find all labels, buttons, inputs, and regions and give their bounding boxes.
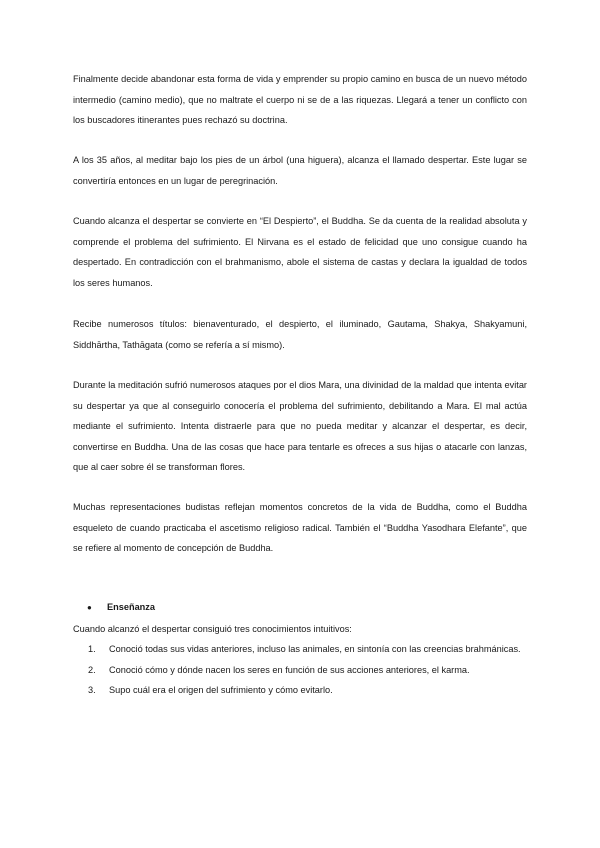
list-item (88, 639, 527, 660)
list-item-number: 2. (88, 664, 96, 675)
paragraph-camino-medio: Finalmente decide abandonar esta forma de vida y emprender su propio camino en busca de un nuevo método intermedio (camino medio), que no maltrate el cuerpo ni se de a las riquezas. Llegará a tener un conflicto con los buscadores itinerantes pues rechazó su doctrina. (73, 74, 527, 126)
list-item (88, 680, 527, 701)
list-item-text: Conoció cómo y dónde nacen los seres en función de sus acciones anteriores, el karma. (109, 664, 470, 675)
section-heading (87, 597, 155, 618)
list-item-text: Supo cuál era el origen del sufrimiento y cómo evitarlo. (109, 685, 333, 696)
paragraph-el-despierto: Cuando alcanza el despertar se convierte en “El Despierto”, el Buddha. Se da cuenta de la realidad absoluta y comprende el problema del sufrimiento. El Nirvana es el estado de felicidad que uno consigue cuando ha despertado. En contradicción con el brahmanismo, abole el sistema de castas y declara la igualdad de todos los seres humanos. (73, 216, 527, 288)
knowledge-list (88, 639, 527, 701)
section-intro: Cuando alcanzó el despertar consiguió tres conocimientos intuitivos: (73, 624, 352, 634)
list-item-number: 3. (88, 685, 96, 696)
paragraph-mara: Durante la meditación sufrió numerosos ataques por el dios Mara, una divinidad de la maldad que intenta evitar su despertar ya que al conseguirlo conocería el problema del sufrimiento, debilitando a Mara. El mal actúa mediante el sufrimiento. Intenta distraerle para que no pueda meditar y alcanzar el despertar, es decir, convertirse en Buddha. Una de las cosas que hace para tentarle es ofreces a sus hijas o atacarle con lanzas, que al caer sobre él se transforman flores. (73, 380, 527, 473)
list-item-number: 1. (88, 644, 96, 654)
bullet-icon: ● (87, 603, 92, 612)
list-item (88, 660, 527, 681)
paragraph-titulos: Recibe numerosos títulos: bienaventurado, el despierto, el iluminado, Gautama, Shakya, Shakyamuni, Siddhārtha, Tathāgata (como se refería a sí mismo). (73, 319, 527, 350)
paragraph-representaciones: Muchas representaciones budistas reflejan momentos concretos de la vida de Buddha, como el Buddha esqueleto de cuando practicaba el ascetismo religioso radical. También el “Buddha Yasodhara Elefante”, que se refiere al momento de concepción de Buddha. (73, 502, 527, 554)
list-item-text: Conoció todas sus vidas anteriores, incluso las animales, en sintonía con las creencias brahmánicas. (109, 644, 521, 654)
paragraph-despertar: A los 35 años, al meditar bajo los pies de un árbol (una higuera), alcanza el llamado despertar. Este lugar se convertiría entonces en un lugar de peregrinación. (73, 155, 527, 186)
section-heading-text: Enseñanza (107, 602, 155, 612)
